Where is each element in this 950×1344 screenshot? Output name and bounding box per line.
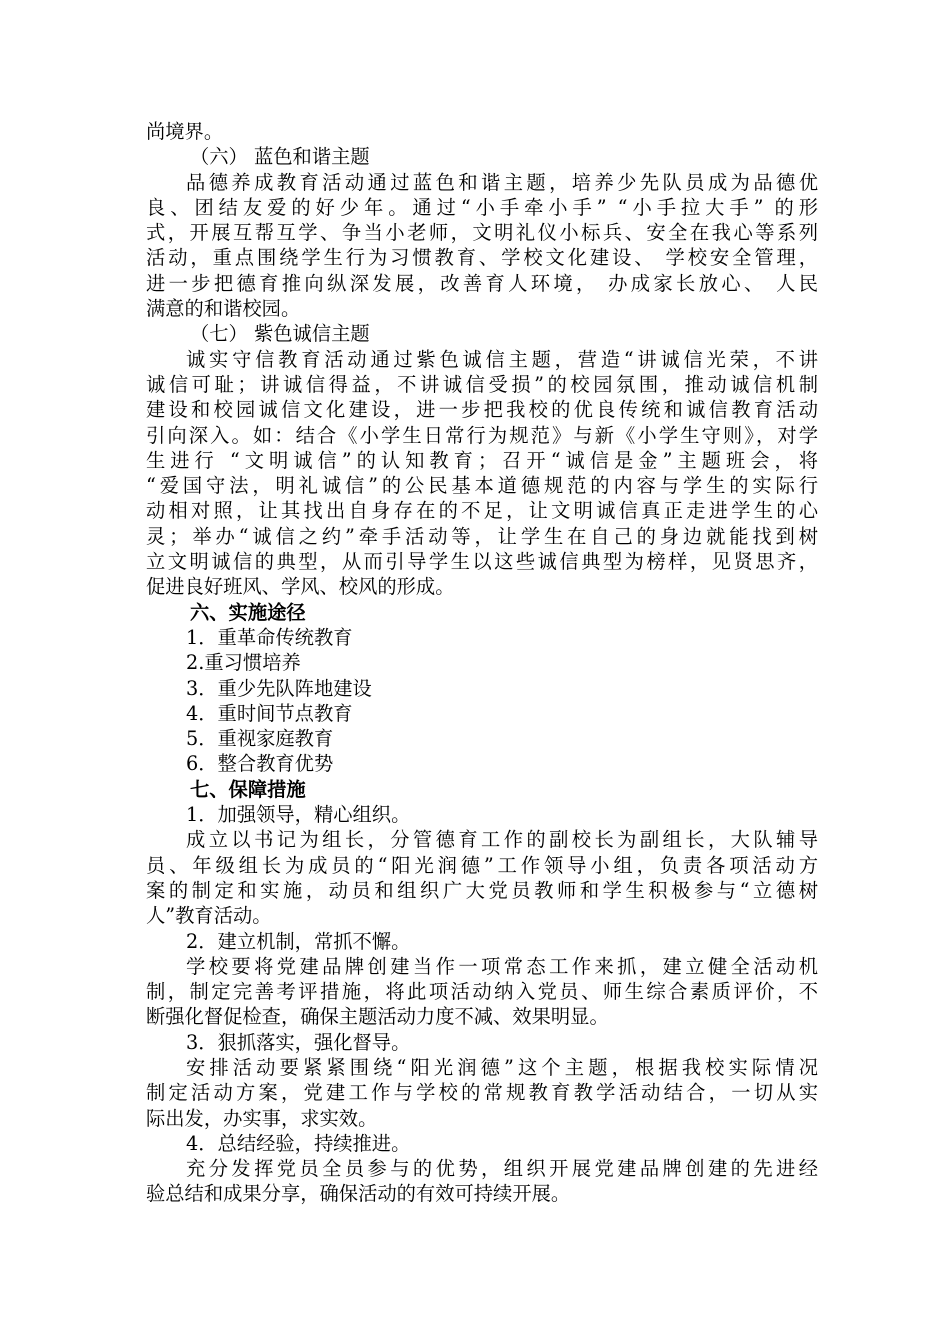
text-line: 引向深入。如：结合《小学生日常行为规范》与新《小学生守则》，对学 bbox=[146, 423, 818, 447]
text-line: “爱国守法，明礼诚信”的公民基本道德规范的内容与学生的实际行 bbox=[146, 474, 818, 498]
text-line: 5．重视家庭教育 bbox=[186, 727, 334, 751]
text-line: 安排活动要紧紧围绕“阳光润德”这个主题，根据我校实际情况 bbox=[186, 1055, 818, 1079]
text-line: 诚实守信教育活动通过紫色诚信主题，营造“讲诚信光荣，不讲 bbox=[186, 347, 818, 371]
document-page bbox=[146, 119, 818, 1207]
text-line: 3．狠抓落实，强化督导。 bbox=[186, 1030, 411, 1054]
text-line: 良、团结友爱的好少年。通过“小手牵小手” “小手拉大手” 的形 bbox=[146, 195, 818, 219]
text-line: 2.重习惯培养 bbox=[186, 651, 301, 675]
text-line: 活动，重点围绕学生行为习惯教育、学校文化建设、 学校安全管理， bbox=[146, 246, 818, 270]
text-line: （六） 蓝色和谐主题 bbox=[190, 145, 370, 169]
text-line: 际出发，办实事，求实效。 bbox=[146, 1106, 378, 1130]
text-line: 人”教育活动。 bbox=[146, 904, 272, 928]
text-line: 促进良好班风、学风、校风的形成。 bbox=[146, 575, 455, 599]
text-line: 诚信可耻；讲诚信得益，不讲诚信受损”的校园氛围，推动诚信机制 bbox=[146, 372, 818, 396]
text-line: 员、年级组长为成员的“阳光润德”工作领导小组，负责各项活动方 bbox=[146, 853, 818, 877]
text-line: 2．建立机制，常抓不懈。 bbox=[186, 929, 411, 953]
text-line: 充分发挥党员全员参与的优势，组织开展党建品牌创建的先进经 bbox=[186, 1157, 818, 1181]
text-line: 立文明诚信的典型，从而引导学生以这些诚信典型为榜样，见贤思齐， bbox=[146, 550, 818, 574]
text-line: 断强化督促检查，确保主题活动力度不减、效果明显。 bbox=[146, 1005, 609, 1029]
text-line: 4．总结经验，持续推进。 bbox=[186, 1131, 411, 1155]
section-heading: 七、保障措施 bbox=[190, 777, 306, 801]
text-line: 学校要将党建品牌创建当作一项常态工作来抓，建立健全活动机 bbox=[186, 954, 818, 978]
text-line: （七） 紫色诚信主题 bbox=[190, 322, 370, 346]
text-line: 成立以书记为组长，分管德育工作的副校长为副组长，大队辅导 bbox=[186, 828, 818, 852]
text-line: 制，制定完善考评措施，将此项活动纳入党员、师生综合素质评价，不 bbox=[146, 980, 818, 1004]
text-line: 动相对照，让其找出自身存在的不足，让文明诚信真正走进学生的心 bbox=[146, 499, 818, 523]
text-line: 品德养成教育活动通过蓝色和谐主题，培养少先队员成为品德优 bbox=[186, 170, 818, 194]
text-line: 灵；举办“诚信之约”牵手活动等，让学生在自己的身边就能找到树 bbox=[146, 524, 818, 548]
text-line: 案的制定和实施，动员和组织广大党员教师和学生积极参与“立德树 bbox=[146, 878, 818, 902]
text-line: 制定活动方案，党建工作与学校的常规教育教学活动结合，一切从实 bbox=[146, 1081, 818, 1105]
text-line: 进一步把德育推向纵深发展，改善育人环境， 办成家长放心、 人民 bbox=[146, 271, 818, 295]
text-line: 建设和校园诚信文化建设，进一步把我校的优良传统和诚信教育活动 bbox=[146, 398, 818, 422]
text-line: 6．整合教育优势 bbox=[186, 752, 334, 776]
text-line: 生进行 “文明诚信”的认知教育；召开“诚信是金”主题班会，将 bbox=[146, 448, 818, 472]
section-heading: 六、实施途径 bbox=[190, 600, 306, 624]
text-line: 满意的和谐校园。 bbox=[146, 297, 301, 321]
text-line: 验总结和成果分享，确保活动的有效可持续开展。 bbox=[146, 1182, 571, 1206]
text-line: 4．重时间节点教育 bbox=[186, 701, 353, 725]
text-line: 1．加强领导，精心组织。 bbox=[186, 803, 411, 827]
text-line: 式，开展互帮互学、争当小老师，文明礼仪小标兵、安全在我心等系列 bbox=[146, 221, 818, 245]
text-line: 尚境界。 bbox=[146, 120, 224, 143]
text-line: 1．重革命传统教育 bbox=[186, 625, 353, 649]
text-line: 3．重少先队阵地建设 bbox=[186, 676, 372, 700]
